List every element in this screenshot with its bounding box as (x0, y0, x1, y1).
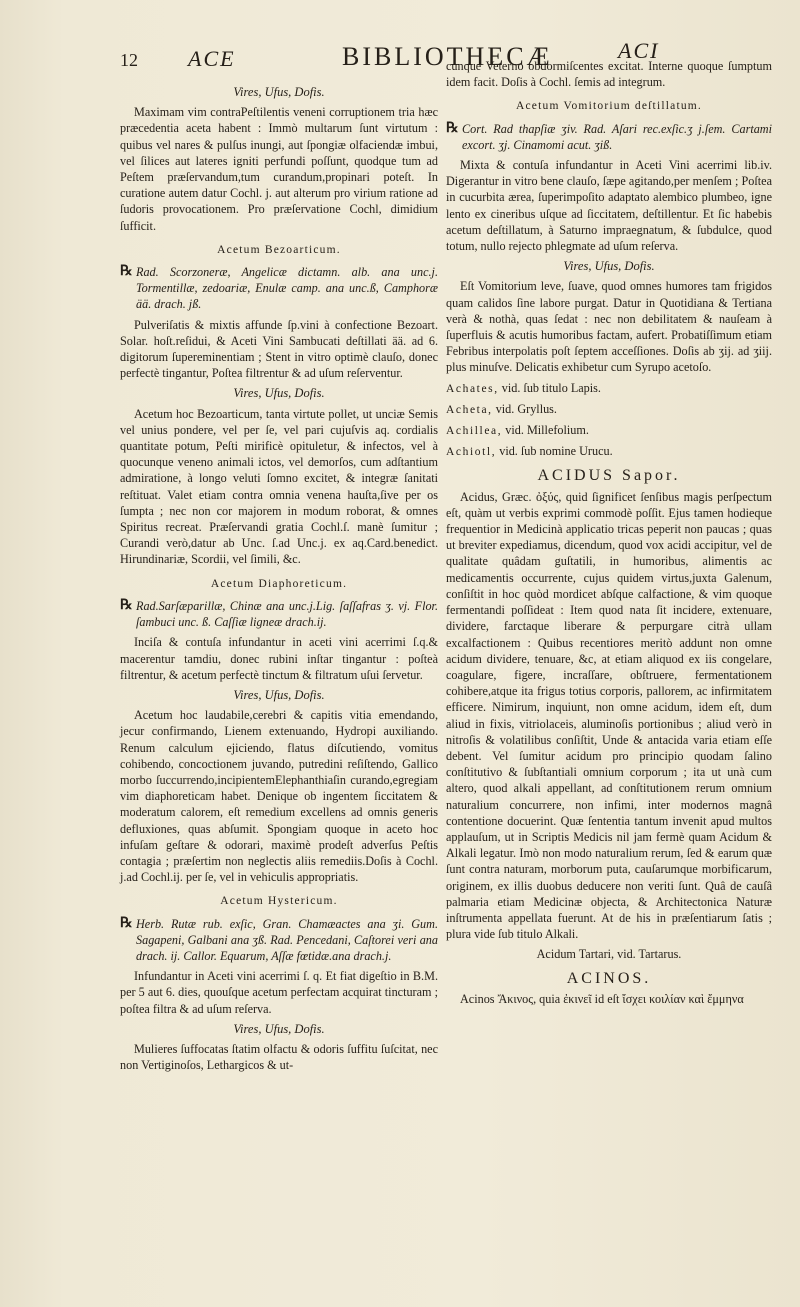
cross-reference (446, 443, 772, 460)
section-subheading: Vires, Ufus, Dofis. (233, 85, 325, 99)
xref-target: vid. Millefolium. (505, 423, 589, 438)
paragraph: Acidus, Græc. ὀξύς, quid ſignificet ſenſibus magis perſpectum eſt, quàm ut verbis exprimi commodè poſſit. Ejus tamen hodieque frequentior in Medicinà applicatio tricas peperit non paucas ; quas ut breviter expediamus, dicendum, quod vox acidi accipitur, vel de qualitate quâdam guſtatili, in humoribus, alimentis ac medicamentis occurrente, cujus quidem virtus,juxta Galenum, conſiſtit in hoc quòd mordicet abſque calfactione, & vim quoque fermentandi poſſideat : Item quod nata ſit incidere, extenuare, dividere, farctaque liberare & perpurgare citrà ullam excalfactionem : Quibus recentiores meritò addunt non omne acidum dividere, tenuare, &c, at etiam aliquod ex iis congelare, coagulare, figere, incraſſare, obſtruere, fermentationem cohibere,atque ita frigus totius corporis, pallorem, ac infirmitatem efficere. Nimirum, inquiunt, non omne acidum, idem eſt, dum aliud in fixis, vitriolaceis, aluminoſis portionibus ; aliud verò in nitroſis & volatilibus conſiſtit, Unde & antacida varia etiam eſſe debent. Vel ſumitur acidum pro principio quodam ſalino conſtitutivo & ſubſtantiali omnium corporum ; ita ut unà cum altero, quod alkali appellant, ad conſtitutionem rerum omnium naturalium concurrere, non infimi, inter modernos magnâ contentione docuerint. Quæ ſententia tantum invenit apud multos applauſum, ut in Scriptis Medicis nil jam fermè quam Acidum & Alkali legatur. Imò non modo naturalium rerum, ſed & earum quæ ſunt contra naturam, morborum puta, cauſarumque morbificarum, originem, ex illis duobus deducere non veriti ſunt. Quâ de cauſâ palmaria etiam Medicinæ objecta, & Architectonica Naturæ inſtrumenta appellata fuerunt. At de his in præſentiarum ſatis ; plura vide ſub titulo Alkali. (446, 489, 772, 942)
recipe (120, 264, 438, 313)
paragraph: Eſt Vomitorium leve, ſuave, quod omnes humores tam frigidos quam calidos ſine labore purgat. Datur in Quotidiana & Tertiana verà & nothà, quas ſedat : nec non debilitatem & nauſeam à ſuperfluis & acutis humoribus factam, aufert. Probatiſſimum etiam Febribus interpolatis poſt ſeptem acceſſiones. Doſis ab ʒij. ad ʒiij. plus minuſve. Delicatis exhibetur cum Syrupo acetoſo. (446, 279, 772, 375)
recipe-symbol-icon: ℞ (120, 597, 133, 613)
right-column (446, 58, 772, 1011)
paragraph: Infundantur in Aceti vini acerrimi ſ. q. Et fiat digeſtio in B.M. per 5 aut 6. dies, quouſque acetum perfectam acquirat tincturam ; poſtea filtra & ad uſum reſerva. (120, 969, 438, 1016)
recipe (120, 916, 438, 965)
entry-heading: ACINOS. (566, 969, 652, 987)
running-head-left: ACE (188, 46, 236, 71)
paragraph: Acetum hoc laudabile,cerebri & capitis vitia emendando, jecur confirmando, Lienem extenuando, Hydropi auxiliando. Renum calculum ejiciendo, flatus diſcutiendo, vomitus cohibendo, concoctionem juvando, putredini reſiſtendo, Gallico morbo ſuccurrendo,incipientemElephanthiaſin curando,egregiam vim diaphoreticam habet. Denique ob ingentem ſiccitatem & moderatum calorem, eſt remedium excellens ad omnis generis defluxiones, quas abſumit. Spongiam quoque in aceto hoc infuſam geſtare & odorari, maximè prodeſt adverſus Peſtis contagia ; præſertim non neglectis aliis remediis.Doſis à Cochl. j.ad Cochl.ij. per ſe, vel in vehiculis appropriatis. (120, 708, 438, 885)
cross-reference (446, 401, 772, 418)
section-heading: Acetum Bezoarticum. (217, 243, 341, 256)
recipe-symbol-icon: ℞ (120, 915, 133, 931)
section-heading: Acetum Hystericum. (220, 895, 338, 908)
recipe-text: Cort. Rad thapſiæ ʒiv. Rad. Aſari rec.exſic.ʒ j.ſem. Cartami excort. ʒj. Cinamomi acut. ʒiß. (462, 121, 772, 152)
cross-reference (446, 422, 772, 439)
paragraph: Inciſa & contuſa infundantur in aceti vini acerrimi ſ.q.& macerentur tamdiu, donec rubini inſtar tingantur : poſteà filtrentur, & acetum perfectè tinctum & filtratum uſui ſervetur. (120, 635, 438, 682)
recipe-text: Rad. Scorzoneræ, Angelicæ dictamn. alb. ana unc.j. Tormentillæ, zedoariæ, Enulæ camp. ana unc.ß, Camphoræ ää. drach. jß. (136, 265, 438, 312)
xref-term: Acheta, (446, 403, 493, 416)
section-subheading: Vires, Ufus, Dofis. (233, 386, 325, 401)
recipe-text: Herb. Rutæ rub. exſic, Gran. Chamæactes ana ʒi. Gum. Sagapeni, Galbani ana ʒß. Rad. Pencedani, Caſtorei veri ana drach. ij. Callor. Equarum, Aſſæ fœtidæ.ana drach.j. (136, 916, 438, 963)
left-column (120, 80, 438, 1077)
cross-reference (446, 380, 772, 397)
recipe (120, 598, 438, 630)
recipe-symbol-icon: ℞ (120, 264, 133, 280)
xref-target: vid. ſub titulo Lapis. (501, 380, 601, 395)
paragraph: cunque Veterno obdormiſcentes excitat. Interne quoque ſumptum idem facit. Doſis à Cochl. ſemis ad integrum. (446, 59, 772, 90)
section-subheading: Vires, Ufus, Dofis. (233, 1021, 325, 1036)
xref-target: vid. Gryllus. (495, 401, 557, 416)
recipe-text: Rad.Sarſæparillæ, Chinæ ana unc.j.Lig. ſaſſafras ʒ. vj. Flor. ſambuci unc. ß. Caſſiæ ligneæ drach.ij. (136, 598, 438, 630)
running-head-right: ACI (618, 38, 660, 63)
paragraph: Acinos Ἄκινος, quia ἐκινεῖ id eſt ἴσχει κοιλίαν καὶ ἔμμηνα (460, 991, 744, 1006)
xref-term: Achates, (446, 382, 499, 395)
section-heading: Acetum Diaphoreticum. (210, 577, 348, 590)
running-title: BIBLIOTHECÆ (342, 42, 553, 71)
xref-term: Achiotl, (446, 446, 497, 459)
section-subheading: Vires, Ufus, Dofis. (233, 687, 325, 702)
paragraph: Mulieres ſuffocatas ſtatim olfactu & odoris ſuffitu ſuſcitat, nec non Vertiginoſos, Lethargicos & ut- (120, 1041, 438, 1073)
section-heading: Acetum Vomitorium deſtillatum. (515, 100, 703, 113)
entry-heading: ACIDUS Sapor. (537, 467, 681, 485)
paragraph: Mixta & contuſa infundantur in Aceti Vini acerrimi lib.iv. Digerantur in vitro bene clauſo, ſæpe agitando,per menſem ; Poſtea in cucurbita ærea, ſuperimpoſito adaptato alembico plumbeo, igne lento ex cineribus uſque ad ſiccitatem, deſtillentur. Et ſic habebis acetum deſtillatum, à Saturno impraegnatum, & ſubdulce, quod totum, nullo rejecto phlegmate ad uſum reſerva. (446, 158, 772, 254)
page-number: 12 (120, 50, 138, 70)
paragraph: Acetum hoc Bezoarticum, tanta virtute pollet, ut unciæ Semis vel unius pondere, vel per ſe, vel pari cujuſvis aq. cordialis quantitate potum, Peſti mirificè opituletur, & infectos, vel à quocunque veneno animali ictos, vel demorſos, cum adſtantium admiratione, à longo veluti ſomno excitet, & integræ ſanitati reſtituat. Valet etiam contra omnia venena hauſta,ſive per os ſumpta ; nec non cor majorem in modum roborat, & omnes Spiritus recreat. Præſervandi gratia Cochl.ſ. manè ſumitur ; Curandi verò,datur ab Unc. ſ.ad Unc.j. ex aq.Card.benedict. Hirundinariæ, Scordii, vel ſimili, &c. (120, 406, 438, 567)
xref-target: vid. ſub nomine Urucu. (499, 444, 613, 459)
cross-reference: Acidum Tartari, vid. Tartarus. (536, 947, 682, 962)
paragraph: Maximam vim contraPeſtilentis veneni corruptionem tria hæc præcedentia aceta habent : Immò multarum ſunt virtutum : quibus vel nares & pulſus inungi, aut ſpongiæ olfaciendæ imbui, vel ſilices aut lateres igniti perfundi poſſunt, quodque tum ad Peſtem præſervandum,tum curandum,propinari poteſt. In curatione autem datur Cochl. j. aut alterum pro virium ratione ad ſudoris provocationem. Pro præſervatione Cochl, dimidium ſufficit. (120, 105, 438, 233)
paragraph: Pulveriſatis & mixtis affunde ſp.vini à confectione Bezoart. Solar. hoſt.reſidui, & Aceti Vini Sambucati deſtillati ää. ad 6. digitorum ſupereminentiam ; Stent in vitro optimè clauſo, donec perfectè tingantur, Poſtea filtrentur & ad uſum reſerventur. (120, 317, 438, 381)
recipe-symbol-icon: ℞ (446, 120, 459, 136)
xref-term: Achillea, (446, 425, 503, 438)
recipe (446, 121, 772, 153)
section-subheading: Vires, Ufus, Dofis. (563, 259, 655, 274)
